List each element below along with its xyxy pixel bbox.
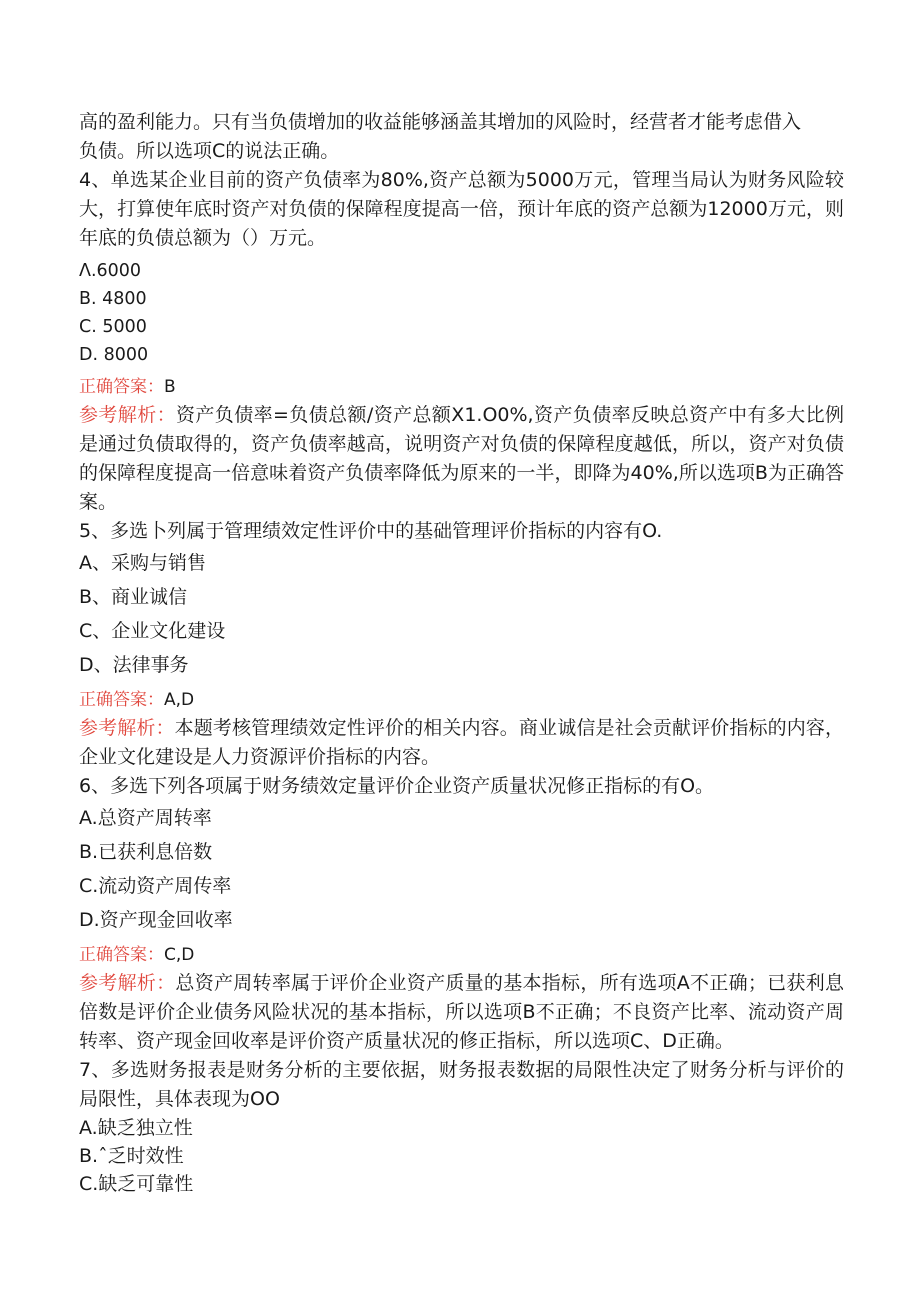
q5-analysis <box>79 714 844 772</box>
q4-stem: 4、单选某企业目前的资产负债率为80%,资产总额为5000万元，管理当局认为财务风险较大，打算使年底时资产对负债的保障程度提高一倍，预计年底的资产总额为12000万元，则年底的负债总额为（）万元。 <box>79 169 844 249</box>
q4-option-c: C. 5000 <box>79 317 147 337</box>
q5-answer-value: A,D <box>164 690 195 710</box>
q4-analysis-text: 资产负债率=负债总额/资产总额X1.O0%,资产负债率反映总资产中有多大比例是通过负债取得的，资产负债率越高，说明资产对负债的保障程度越低，所以，资产对负债的保障程度提高一倍意味着资产负债率降低为原来的一半，即降为40%,所以选项B为正确答案。 <box>79 404 844 513</box>
q6-option-a: A.总资产周转率 <box>79 807 212 829</box>
q5-option-c: C、企业文化建设 <box>79 620 226 642</box>
q4-analysis <box>79 401 844 517</box>
answer-label: 正确答案： <box>79 945 164 965</box>
answer-label: 正确答案： <box>79 377 164 397</box>
q5-answer <box>79 686 844 714</box>
analysis-label: 参考解析： <box>79 972 176 994</box>
q4-answer-value: B <box>164 377 176 397</box>
q6-answer-value: C,D <box>164 945 195 965</box>
document-page <box>79 108 844 1198</box>
q7-stem: 7、多选财务报表是财务分析的主要依据，财务报表数据的局限性决定了财务分析与评价的局限性，具体表现为OO <box>79 1059 844 1110</box>
q5-stem: 5、多选卜列属于管理绩效定性评价中的基础管理评价指标的内容有O. <box>79 520 663 542</box>
intro-line-2: 负债。所以选项C的说法正确。 <box>79 140 340 162</box>
q7-option-b: B.ˆ乏时效性 <box>79 1145 184 1167</box>
q6-analysis-text: 总资产周转率属于评价企业资产质量的基本指标，所有选项A不正确；已获利息倍数是评价企业债务风险状况的基本指标，所以选项B不正确；不良资产比率、流动资产周转率、资产现金回收率是评价资产质量状况的修正指标，所以选项C、D正确。 <box>79 972 844 1052</box>
q6-stem: 6、多选下列各项属于财务绩效定量评价企业资产质量状况修正指标的有O。 <box>79 775 715 797</box>
q4-option-a: Λ.6000 <box>79 261 142 281</box>
q4-option-d: D. 8000 <box>79 345 149 365</box>
q5-option-a: A、采购与销售 <box>79 552 206 574</box>
q6-option-c: C.流动资产周传率 <box>79 875 232 897</box>
q5-analysis-text: 本题考核管理绩效定性评价的相关内容。商业诚信是社会贡献评价指标的内容，企业文化建设是人力资源评价指标的内容。 <box>79 717 844 768</box>
q6-option-b: B.已获利息倍数 <box>79 841 213 863</box>
q6-option-d: D.资产现金回收率 <box>79 909 233 931</box>
q7-option-c: C.缺乏可靠性 <box>79 1173 194 1195</box>
q5-option-d: D、法律事务 <box>79 654 189 676</box>
q4-answer <box>79 373 844 401</box>
q6-analysis <box>79 969 844 1056</box>
intro-line-1: 高的盈利能力。只有当负债增加的收益能够涵盖其增加的风险时，经营者才能考虑借入 <box>79 111 802 133</box>
answer-label: 正确答案： <box>79 690 164 710</box>
q5-option-b: B、商业诚信 <box>79 586 188 608</box>
q7-option-a: A.缺乏独立性 <box>79 1117 193 1139</box>
analysis-label: 参考解析： <box>79 404 176 426</box>
q4-option-b: B. 4800 <box>79 289 147 309</box>
analysis-label: 参考解析： <box>79 717 175 739</box>
q6-answer <box>79 941 844 969</box>
